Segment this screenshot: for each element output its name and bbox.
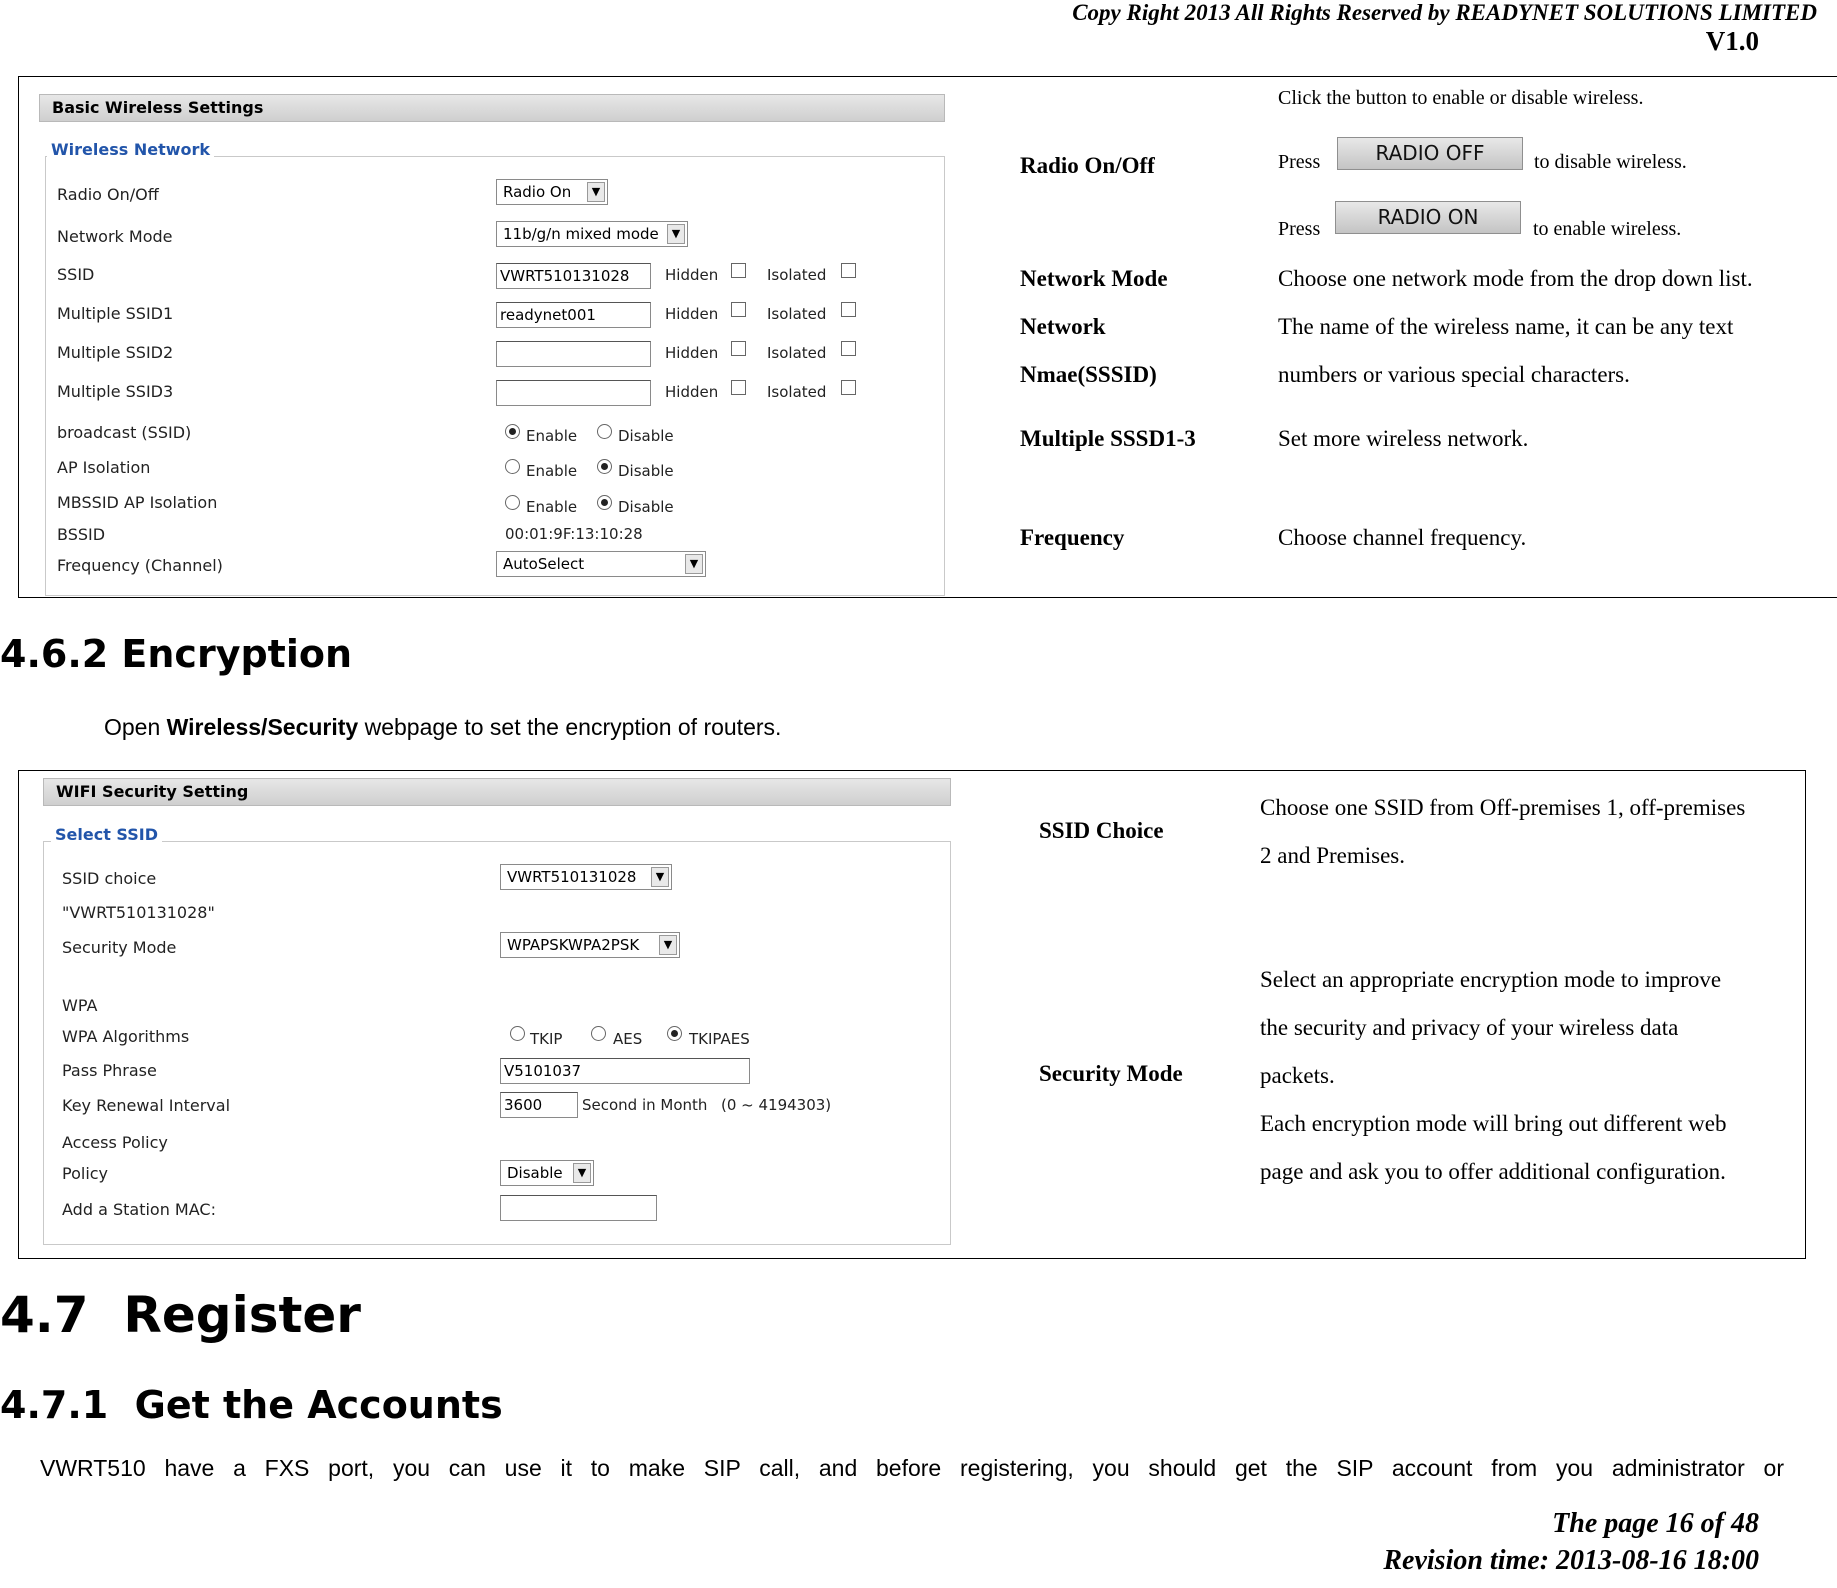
- disable-label: Disable: [618, 462, 674, 480]
- mbssid-isolation-label: MBSSID AP Isolation: [57, 493, 218, 512]
- to-enable-text: to enable wireless.: [1533, 218, 1682, 240]
- enable-label: Enable: [526, 427, 578, 445]
- chevron-down-icon: ▼: [685, 554, 703, 574]
- security-mode-select[interactable]: [500, 932, 680, 958]
- intro-post: webpage to set the encryption of routers.: [358, 714, 782, 740]
- multi-ssid2-input[interactable]: [496, 341, 651, 367]
- ssid-choice-desc-1: Choose one SSID from Off-premises 1, off-premises: [1260, 795, 1746, 820]
- freq-desc: Choose channel frequency.: [1278, 525, 1527, 550]
- network-mode-select[interactable]: [496, 221, 688, 247]
- network-mode-label: Network Mode: [57, 227, 173, 246]
- hidden-label: Hidden: [665, 344, 719, 362]
- multi-ssid1-input[interactable]: readynet001: [496, 302, 651, 328]
- security-mode-desc-4: Each encryption mode will bring out different web: [1260, 1111, 1727, 1136]
- aes-radio[interactable]: [591, 1026, 606, 1041]
- security-mode-desc-1: Select an appropriate encryption mode to improve: [1260, 967, 1722, 992]
- mode-term: Network Mode: [1020, 266, 1168, 291]
- ap-isolation-enable-radio[interactable]: [505, 459, 520, 474]
- disable-label: Disable: [618, 498, 674, 516]
- wpa-label: WPA: [62, 996, 98, 1015]
- multi-ssid2-label: Multiple SSID2: [57, 343, 174, 362]
- tkip-label: TKIP: [530, 1030, 563, 1048]
- multi-ssid1-hidden-checkbox[interactable]: [731, 302, 746, 317]
- frequency-value: AutoSelect: [503, 555, 585, 573]
- mbssid-disable-radio[interactable]: [597, 495, 612, 510]
- mode-desc: Choose one network mode from the drop down list.: [1278, 266, 1753, 291]
- enable-label: Enable: [526, 498, 578, 516]
- multi-desc: Set more wireless network.: [1278, 426, 1529, 451]
- multi-ssid1-isolated-checkbox[interactable]: [841, 302, 856, 317]
- isolated-label: Isolated: [767, 305, 827, 323]
- isolated-label: Isolated: [767, 383, 827, 401]
- multi-term: Multiple SSSD1-3: [1020, 426, 1196, 451]
- revision-time: Revision time: 2013-08-16 18:00: [1383, 1545, 1759, 1576]
- key-renewal-input[interactable]: 3600: [500, 1092, 578, 1118]
- multi-ssid2-isolated-checkbox[interactable]: [841, 341, 856, 356]
- heading-encryption: 4.6.2 Encryption: [0, 632, 353, 676]
- freq-term: Frequency: [1020, 525, 1125, 550]
- name-desc-1: The name of the wireless name, it can be any text: [1278, 314, 1734, 339]
- ssid-choice-value: VWRT510131028: [507, 868, 637, 886]
- frequency-label: Frequency (Channel): [57, 556, 223, 575]
- security-mode-label: Security Mode: [62, 938, 177, 957]
- tkipaes-label: TKIPAES: [689, 1030, 750, 1048]
- station-mac-input[interactable]: [500, 1195, 657, 1221]
- copyright-header: Copy Right 2013 All Rights Reserved by READYNET SOLUTIONS LIMITED: [1072, 0, 1817, 25]
- heading-register: 4.7 Register: [0, 1286, 361, 1344]
- multi-ssid2-hidden-checkbox[interactable]: [731, 341, 746, 356]
- multi-ssid3-hidden-checkbox[interactable]: [731, 380, 746, 395]
- security-mode-desc-5: page and ask you to offer additional configuration.: [1260, 1159, 1726, 1184]
- ssid-choice-desc-2: 2 and Premises.: [1260, 843, 1406, 868]
- press-label: Press: [1278, 151, 1321, 173]
- ap-isolation-label: AP Isolation: [57, 458, 151, 477]
- page-number: The page 16 of 48: [1552, 1508, 1759, 1539]
- chevron-down-icon: ▼: [659, 935, 677, 955]
- aes-label: AES: [613, 1030, 643, 1048]
- name-term-1: Network: [1020, 314, 1106, 339]
- enable-label: Enable: [526, 462, 578, 480]
- chevron-down-icon: ▼: [587, 182, 605, 202]
- ssid-isolated-checkbox[interactable]: [841, 263, 856, 278]
- bssid-value: 00:01:9F:13:10:28: [505, 525, 643, 543]
- security-screenshot: [19, 771, 959, 1258]
- intro-bold: Wireless/Security: [166, 714, 359, 740]
- policy-select[interactable]: [500, 1160, 594, 1186]
- frequency-select[interactable]: [496, 551, 706, 577]
- ssid-choice-select[interactable]: [500, 864, 672, 890]
- disable-label: Disable: [618, 427, 674, 445]
- radio-off-button[interactable]: RADIO OFF: [1337, 137, 1523, 170]
- multi-ssid1-label: Multiple SSID1: [57, 304, 174, 323]
- wireless-panel-title: Basic Wireless Settings: [39, 94, 945, 122]
- chevron-down-icon: ▼: [651, 867, 669, 887]
- radio-intro: Click the button to enable or disable wireless.: [1278, 87, 1644, 109]
- broadcast-label: broadcast (SSID): [57, 423, 192, 442]
- version-label: V1.0: [1705, 26, 1759, 56]
- encryption-intro: [104, 714, 781, 741]
- key-renewal-label: Key Renewal Interval: [62, 1096, 231, 1115]
- accounts-body: VWRT510 have a FXS port, you can use it to make SIP call, and before registering, you should get the SIP account from you administrator or: [40, 1455, 1784, 1481]
- renewal-unit: Second in Month: [582, 1096, 708, 1114]
- ssid-hidden-checkbox[interactable]: [731, 263, 746, 278]
- bssid-label: BSSID: [57, 525, 106, 544]
- access-policy-label: Access Policy: [62, 1133, 168, 1152]
- security-mode-desc-2: the security and privacy of your wireless data: [1260, 1015, 1679, 1040]
- policy-label: Policy: [62, 1164, 109, 1183]
- wireless-legend: Wireless Network: [47, 140, 214, 159]
- security-table: [18, 770, 1806, 1259]
- isolated-label: Isolated: [767, 344, 827, 362]
- name-desc-2: numbers or various special characters.: [1278, 362, 1630, 387]
- intro-pre: Open: [104, 714, 167, 740]
- isolated-label: Isolated: [767, 266, 827, 284]
- radio-label: Radio On/Off: [57, 185, 159, 204]
- network-mode-value: 11b/g/n mixed mode: [503, 225, 659, 243]
- chevron-down-icon: ▼: [667, 224, 685, 244]
- security-legend: Select SSID: [51, 825, 162, 844]
- ssid-choice-term: SSID Choice: [1039, 818, 1164, 843]
- security-panel-title: WIFI Security Setting: [43, 778, 951, 806]
- quoted-ssid: "VWRT510131028": [62, 903, 215, 922]
- policy-value: Disable: [507, 1164, 563, 1182]
- hidden-label: Hidden: [665, 305, 719, 323]
- renewal-range: (0 ~ 4194303): [721, 1096, 832, 1114]
- ap-isolation-disable-radio[interactable]: [597, 459, 612, 474]
- hidden-label: Hidden: [665, 383, 719, 401]
- press-label: Press: [1278, 218, 1321, 240]
- ssid-label: SSID: [57, 265, 95, 284]
- pass-phrase-label: Pass Phrase: [62, 1061, 157, 1080]
- security-mode-desc-3: packets.: [1260, 1063, 1335, 1088]
- wireless-screenshot: [19, 77, 959, 597]
- broadcast-enable-radio[interactable]: [505, 424, 520, 439]
- tkipaes-radio[interactable]: [667, 1026, 682, 1041]
- tkip-radio[interactable]: [510, 1026, 525, 1041]
- to-disable-text: to disable wireless.: [1534, 151, 1687, 173]
- ssid-input[interactable]: VWRT510131028: [496, 263, 651, 289]
- security-mode-value: WPAPSKWPA2PSK: [507, 936, 640, 954]
- mbssid-enable-radio[interactable]: [505, 495, 520, 510]
- hidden-label: Hidden: [665, 266, 719, 284]
- wireless-fieldset: [45, 156, 945, 596]
- radio-select[interactable]: [496, 179, 608, 205]
- multi-ssid3-input[interactable]: [496, 380, 651, 406]
- security-mode-term: Security Mode: [1039, 1061, 1183, 1086]
- pass-phrase-input[interactable]: V5101037: [500, 1058, 750, 1084]
- multi-ssid3-isolated-checkbox[interactable]: [841, 380, 856, 395]
- multi-ssid3-label: Multiple SSID3: [57, 382, 174, 401]
- broadcast-disable-radio[interactable]: [597, 424, 612, 439]
- name-term-2: Nmae(SSSID): [1020, 362, 1157, 387]
- radio-on-button[interactable]: RADIO ON: [1335, 201, 1521, 234]
- wireless-table: [18, 76, 1837, 598]
- wpa-algorithms-label: WPA Algorithms: [62, 1027, 190, 1046]
- ssid-choice-label: SSID choice: [62, 869, 157, 888]
- station-mac-label: Add a Station MAC:: [62, 1200, 216, 1219]
- heading-get-accounts: 4.7.1 Get the Accounts: [0, 1383, 503, 1427]
- radio-select-value: Radio On: [503, 183, 572, 201]
- radio-term: Radio On/Off: [1020, 153, 1155, 178]
- chevron-down-icon: ▼: [573, 1163, 591, 1183]
